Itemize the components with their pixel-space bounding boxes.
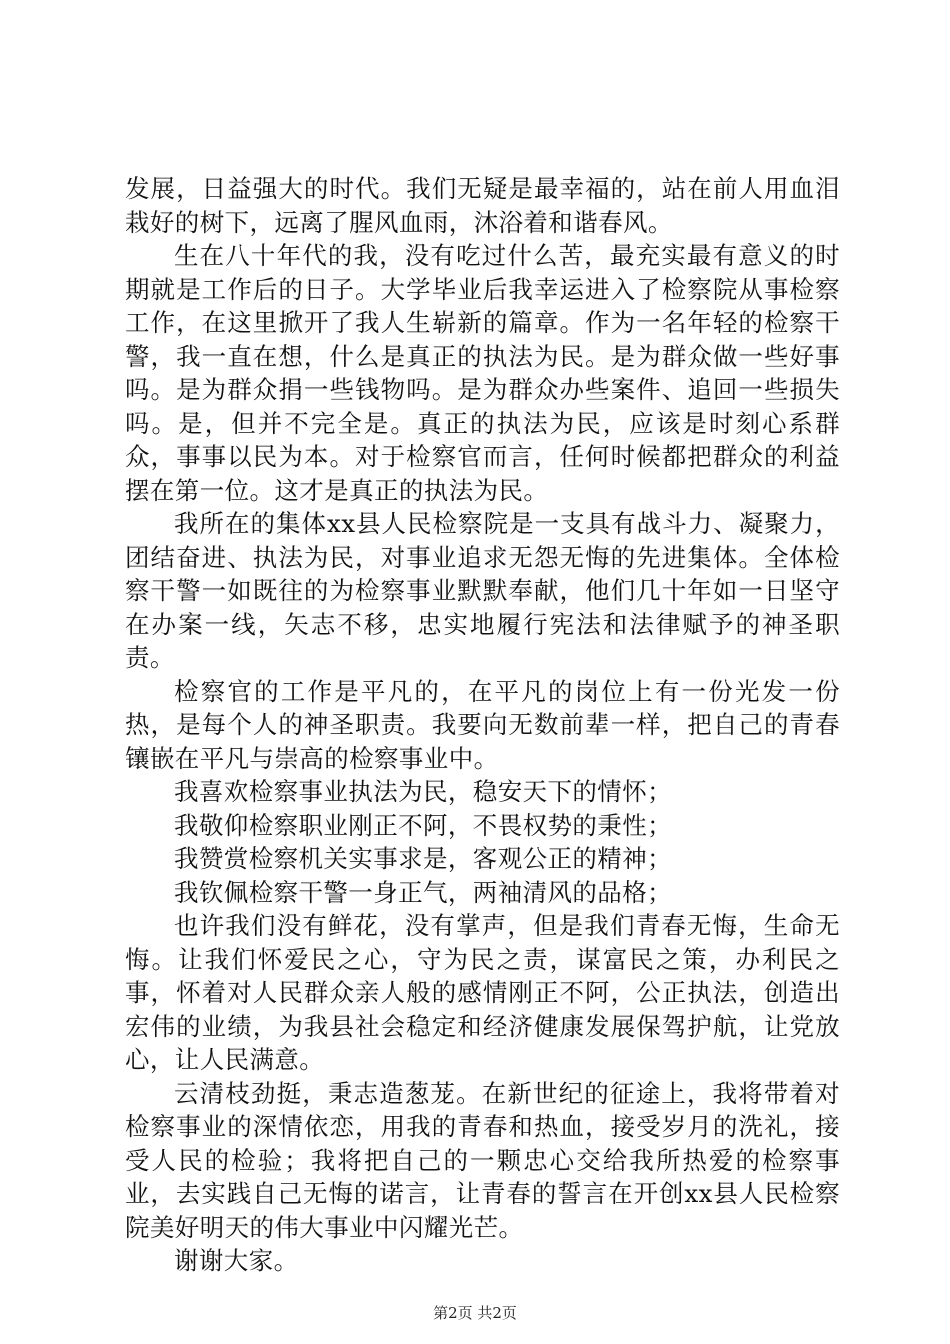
paragraph: 我敬仰检察职业刚正不阿，不畏权势的秉性；: [174, 810, 672, 840]
paragraph: 云清枝劲挺，秉志造葱茏。在新世纪的征途上，我将带着对检察事业的深情依恋，用我的青春和热血，接受岁月的洗礼，接受人民的检验；我将把自己的一颗忠心交给我所热爱的检察事业，去实践自己无悔的诺言，让青春的誓言在开创xx县人民检察院美好明天的伟大事业中闪耀光芒。: [125, 1078, 840, 1242]
paragraph: 谢谢大家。: [174, 1246, 299, 1275]
paragraph: 我所在的集体xx县人民检察院是一支具有战斗力、凝聚力，团结奋进、执法为民，对事业追求无怨无悔的先进集体。全体检察干警一如既往的为检察事业默默奉献，他们几十年如一日坚守在办案一线，矢志不移，忠实地履行宪法和法律赋予的神圣职责。: [125, 509, 840, 672]
paragraph: 发展，日益强大的时代。我们无疑是最幸福的，站在前人用血泪栽好的树下，远离了腥风血雨，沐浴着和谐春风。: [125, 174, 840, 237]
paragraph: 我赞赏检察机关实事求是，客观公正的精神；: [174, 844, 672, 873]
paragraph: 我喜欢检察事业执法为民，稳安天下的情怀；: [174, 777, 672, 806]
page-number-footer: 第2页 共2页: [433, 1304, 517, 1322]
paragraph: 检察官的工作是平凡的，在平凡的岗位上有一份光发一份热，是每个人的神圣职责。我要向无数前辈一样，把自己的青春镶嵌在平凡与崇高的检察事业中。: [125, 676, 840, 773]
paragraph: 生在八十年代的我，没有吃过什么苦，最充实最有意义的时期就是工作后的日子。大学毕业后我幸运进入了检察院从事检察工作，在这里掀开了我人生崭新的篇章。作为一名年轻的检察干警，我一直在想，什么是真正的执法为民。是为群众做一些好事吗。是为群众捐一些钱物吗。是为群众办些案件、追回一些损失吗。是，但并不完全是。真正的执法为民，应该是时刻心系群众，事事以民为本。对于检察官而言，任何时候都把群众的利益摆在第一位。这才是真正的执法为民。: [125, 241, 840, 505]
document-body: [125, 172, 840, 1278]
paragraph: 也许我们没有鲜花，没有掌声，但是我们青春无悔，生命无悔。让我们怀爱民之心，守为民之责，谋富民之策，办利民之事，怀着对人民群众亲人般的感情刚正不阿，公正执法，创造出宏伟的业绩，为我县社会稳定和经济健康发展保驾护航，让党放心，让人民满意。: [125, 911, 840, 1074]
paragraph: 我钦佩检察干警一身正气，两袖清风的品格；: [174, 877, 672, 907]
